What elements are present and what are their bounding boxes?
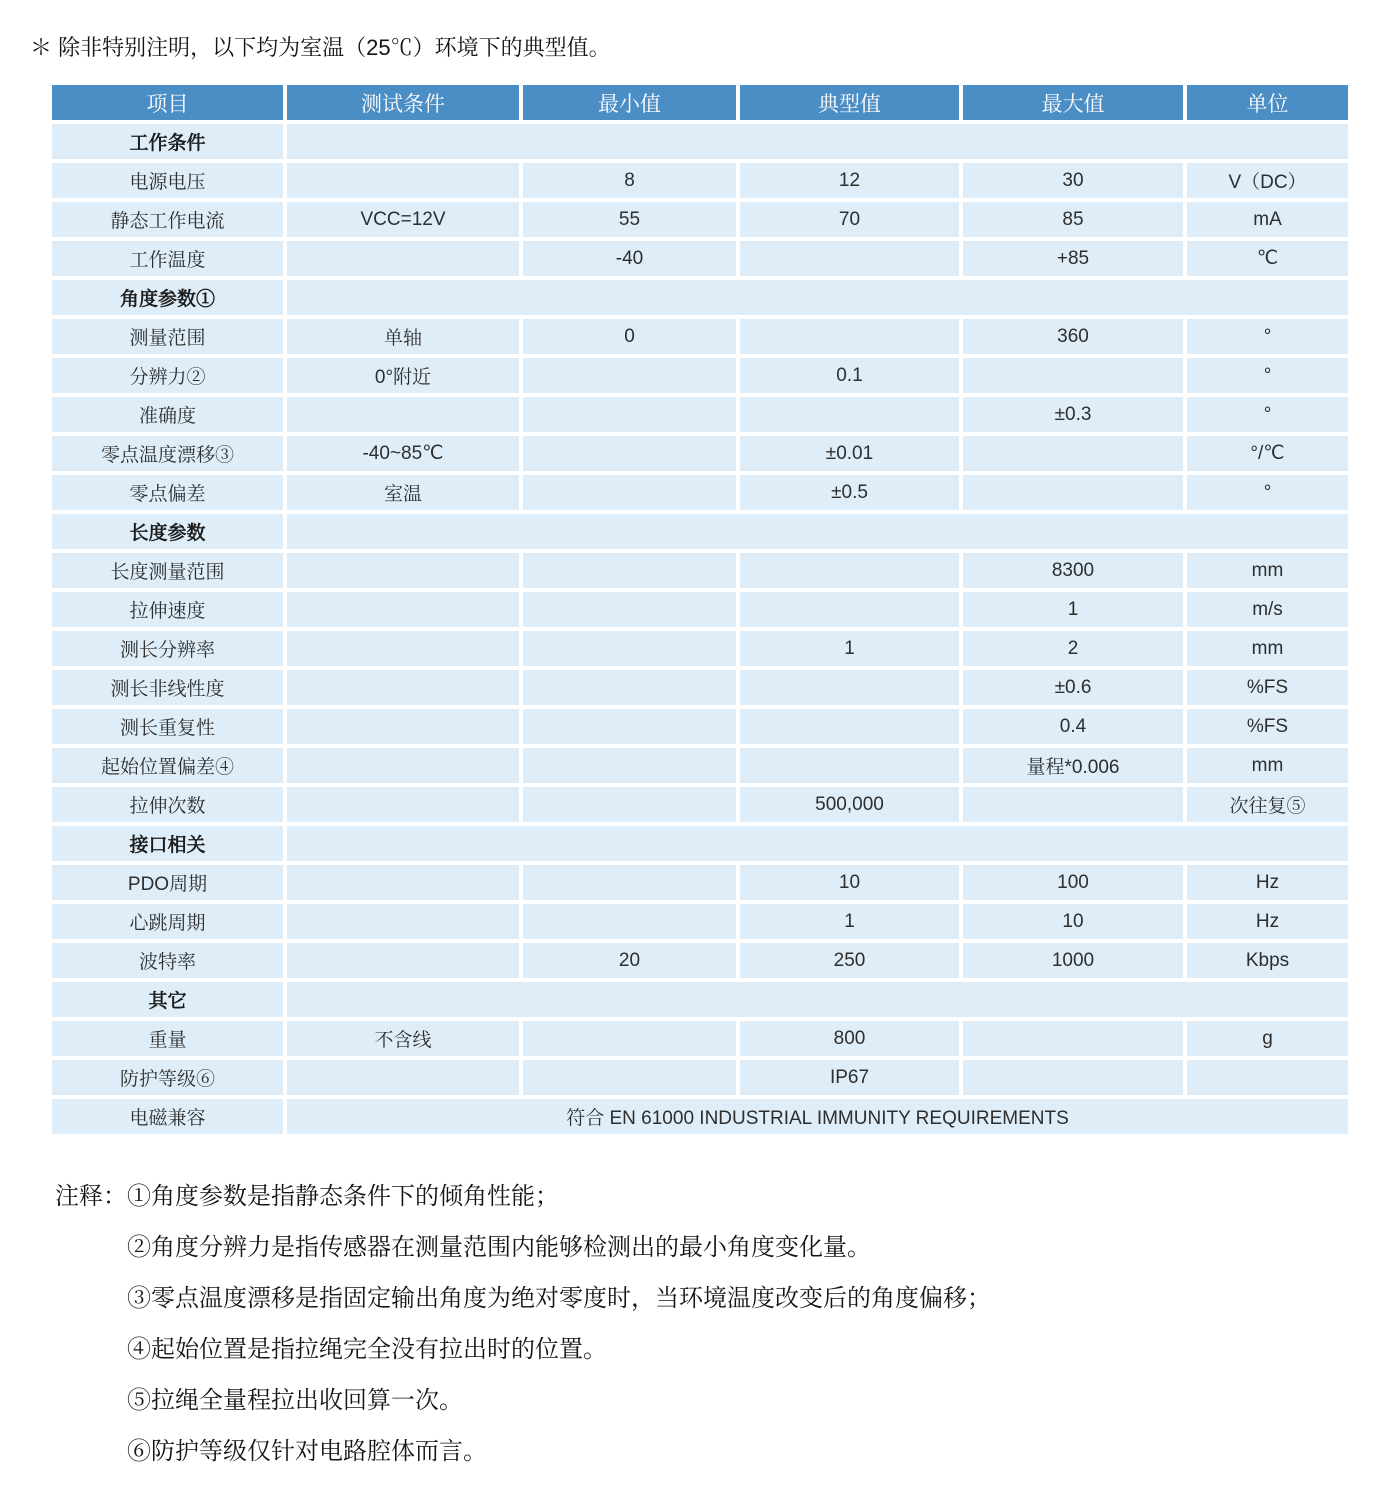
table-header-row — [52, 85, 1348, 120]
table-cell: 工作条件 — [52, 124, 283, 159]
table-cell: 360 — [963, 319, 1183, 354]
table-cell — [287, 865, 519, 900]
table-cell — [287, 670, 519, 705]
note-line: ⑥防护等级仅针对电路腔体而言。 — [127, 1438, 487, 1465]
table-cell — [963, 787, 1183, 822]
table-cell: ° — [1187, 475, 1348, 510]
table-cell: 静态工作电流 — [52, 202, 283, 237]
table-cell — [1187, 1060, 1348, 1095]
table-row — [52, 865, 1348, 900]
table-cell: 起始位置偏差④ — [52, 748, 283, 783]
table-cell — [287, 982, 1348, 1017]
table-cell: 0.1 — [740, 358, 959, 393]
table-section-row — [52, 982, 1348, 1017]
table-row — [52, 475, 1348, 510]
table-cell: mA — [1187, 202, 1348, 237]
table-row — [52, 163, 1348, 198]
table-cell: 接口相关 — [52, 826, 283, 861]
table-cell: 测长重复性 — [52, 709, 283, 744]
table-cell: 符合 EN 61000 INDUSTRIAL IMMUNITY REQUIREMENTS — [287, 1099, 1348, 1134]
table-cell: 85 — [963, 202, 1183, 237]
table-row — [52, 904, 1348, 939]
table-cell: PDO周期 — [52, 865, 283, 900]
table-cell: %FS — [1187, 709, 1348, 744]
table-cell: Kbps — [1187, 943, 1348, 978]
table-cell: °/℃ — [1187, 436, 1348, 471]
table-cell: 量程*0.006 — [963, 748, 1183, 783]
table-cell: ±0.6 — [963, 670, 1183, 705]
table-cell — [523, 1060, 736, 1095]
table-cell: 次往复⑤ — [1187, 787, 1348, 822]
table-cell — [523, 397, 736, 432]
table-cell: ±0.01 — [740, 436, 959, 471]
table-cell: -40~85℃ — [287, 436, 519, 471]
table-cell — [287, 592, 519, 627]
table-section-row — [52, 1099, 1348, 1134]
table-cell — [287, 826, 1348, 861]
table-cell: 其它 — [52, 982, 283, 1017]
table-cell: 800 — [740, 1021, 959, 1056]
column-header: 项目 — [52, 85, 283, 120]
table-cell: %FS — [1187, 670, 1348, 705]
table-row — [52, 319, 1348, 354]
table-cell: 55 — [523, 202, 736, 237]
table-cell: ±0.3 — [963, 397, 1183, 432]
table-cell: ℃ — [1187, 241, 1348, 276]
table-cell — [523, 436, 736, 471]
table-cell: Hz — [1187, 865, 1348, 900]
table-cell — [740, 592, 959, 627]
table-cell — [963, 475, 1183, 510]
table-cell: 测长分辨率 — [52, 631, 283, 666]
table-cell — [287, 943, 519, 978]
table-cell: 不含线 — [287, 1021, 519, 1056]
room-temperature-note: ＊ 除非特别注明，以下均为室温（25℃）环境下的典型值。 — [30, 35, 611, 60]
table-cell: 10 — [740, 865, 959, 900]
table-cell: 1 — [740, 631, 959, 666]
table-cell: +85 — [963, 241, 1183, 276]
table-cell: 12 — [740, 163, 959, 198]
table-cell: 测量范围 — [52, 319, 283, 354]
table-row — [52, 241, 1348, 276]
table-cell: 重量 — [52, 1021, 283, 1056]
table-section-row — [52, 280, 1348, 315]
column-header: 最大值 — [963, 85, 1183, 120]
table-cell: 室温 — [287, 475, 519, 510]
table-cell: 工作温度 — [52, 241, 283, 276]
table-cell — [287, 124, 1348, 159]
table-cell: 准确度 — [52, 397, 283, 432]
table-cell: 拉伸次数 — [52, 787, 283, 822]
table-cell: 测长非线性度 — [52, 670, 283, 705]
table-cell: 长度测量范围 — [52, 553, 283, 588]
table-cell — [287, 709, 519, 744]
table-row — [52, 358, 1348, 393]
table-cell — [523, 553, 736, 588]
table-cell: 心跳周期 — [52, 904, 283, 939]
table-cell: 波特率 — [52, 943, 283, 978]
table-row — [52, 1021, 1348, 1056]
table-section-row — [52, 124, 1348, 159]
table-cell: m/s — [1187, 592, 1348, 627]
table-cell: mm — [1187, 748, 1348, 783]
table-cell: ° — [1187, 397, 1348, 432]
table-cell — [740, 241, 959, 276]
table-cell: 30 — [963, 163, 1183, 198]
table-body — [52, 124, 1348, 1134]
note-line: ①角度参数是指静态条件下的倾角性能； — [127, 1183, 559, 1210]
table-cell — [963, 1060, 1183, 1095]
table-cell — [523, 592, 736, 627]
table-cell: V（DC） — [1187, 163, 1348, 198]
table-cell: 电磁兼容 — [52, 1099, 283, 1134]
table-cell: 0.4 — [963, 709, 1183, 744]
table-cell — [287, 748, 519, 783]
table-cell — [740, 397, 959, 432]
table-cell: 1000 — [963, 943, 1183, 978]
table-cell: 20 — [523, 943, 736, 978]
table-cell — [287, 904, 519, 939]
table-cell — [287, 280, 1348, 315]
table-cell: ° — [1187, 358, 1348, 393]
table-cell: 分辨力② — [52, 358, 283, 393]
table-cell: 10 — [963, 904, 1183, 939]
table-cell: IP67 — [740, 1060, 959, 1095]
spec-table — [48, 81, 1352, 1138]
table-cell: 500,000 — [740, 787, 959, 822]
note-line: ⑤拉绳全量程拉出收回算一次。 — [127, 1387, 463, 1414]
table-cell: 零点偏差 — [52, 475, 283, 510]
table-cell: VCC=12V — [287, 202, 519, 237]
table-cell — [287, 397, 519, 432]
note-line: ②角度分辨力是指传感器在测量范围内能够检测出的最小角度变化量。 — [127, 1234, 871, 1261]
table-row — [52, 553, 1348, 588]
table-cell — [963, 1021, 1183, 1056]
table-cell: 拉伸速度 — [52, 592, 283, 627]
footnotes-list — [127, 1171, 991, 1477]
table-cell: 长度参数 — [52, 514, 283, 549]
table-cell — [740, 319, 959, 354]
column-header: 单位 — [1187, 85, 1348, 120]
table-cell — [287, 553, 519, 588]
table-cell — [740, 709, 959, 744]
table-cell — [523, 787, 736, 822]
table-row — [52, 709, 1348, 744]
table-cell: 70 — [740, 202, 959, 237]
table-cell: 8300 — [963, 553, 1183, 588]
footnotes — [55, 1171, 991, 1477]
table-cell: 1 — [963, 592, 1183, 627]
column-header: 典型值 — [740, 85, 959, 120]
table-cell: 250 — [740, 943, 959, 978]
table-row — [52, 787, 1348, 822]
table-row — [52, 748, 1348, 783]
table-section-row — [52, 514, 1348, 549]
table-cell — [523, 631, 736, 666]
table-cell — [523, 670, 736, 705]
table-cell — [740, 748, 959, 783]
table-cell — [523, 904, 736, 939]
note-line: ③零点温度漂移是指固定输出角度为绝对零度时，当环境温度改变后的角度偏移； — [127, 1285, 991, 1312]
table-cell: mm — [1187, 553, 1348, 588]
table-row — [52, 943, 1348, 978]
table-cell: g — [1187, 1021, 1348, 1056]
table-row — [52, 202, 1348, 237]
table-cell — [963, 436, 1183, 471]
table-cell — [523, 865, 736, 900]
table-cell — [523, 358, 736, 393]
table-cell — [740, 553, 959, 588]
table-cell: 1 — [740, 904, 959, 939]
table-cell: ±0.5 — [740, 475, 959, 510]
table-cell: 电源电压 — [52, 163, 283, 198]
table-cell: 8 — [523, 163, 736, 198]
table-row — [52, 592, 1348, 627]
table-cell: Hz — [1187, 904, 1348, 939]
table-row — [52, 670, 1348, 705]
table-cell: 0°附近 — [287, 358, 519, 393]
table-cell: 0 — [523, 319, 736, 354]
table-cell: 防护等级⑥ — [52, 1060, 283, 1095]
table-row — [52, 631, 1348, 666]
table-cell — [287, 163, 519, 198]
table-cell — [287, 631, 519, 666]
table-row — [52, 1060, 1348, 1095]
table-cell: ° — [1187, 319, 1348, 354]
table-cell — [287, 1060, 519, 1095]
table-cell — [523, 475, 736, 510]
table-cell — [963, 358, 1183, 393]
table-row — [52, 436, 1348, 471]
table-cell: mm — [1187, 631, 1348, 666]
table-section-row — [52, 826, 1348, 861]
table-cell — [523, 709, 736, 744]
table-cell — [287, 787, 519, 822]
column-header: 测试条件 — [287, 85, 519, 120]
table-cell: 零点温度漂移③ — [52, 436, 283, 471]
column-header: 最小值 — [523, 85, 736, 120]
table-cell — [523, 1021, 736, 1056]
footnotes-label: 注释： — [55, 1183, 127, 1210]
table-cell: 2 — [963, 631, 1183, 666]
table-cell — [287, 241, 519, 276]
table-cell — [523, 748, 736, 783]
table-cell: 角度参数① — [52, 280, 283, 315]
note-line: ④起始位置是指拉绳完全没有拉出时的位置。 — [127, 1336, 607, 1363]
table-cell — [740, 670, 959, 705]
table-cell: -40 — [523, 241, 736, 276]
table-row — [52, 397, 1348, 432]
table-cell: 单轴 — [287, 319, 519, 354]
table-cell: 100 — [963, 865, 1183, 900]
table-cell — [287, 514, 1348, 549]
